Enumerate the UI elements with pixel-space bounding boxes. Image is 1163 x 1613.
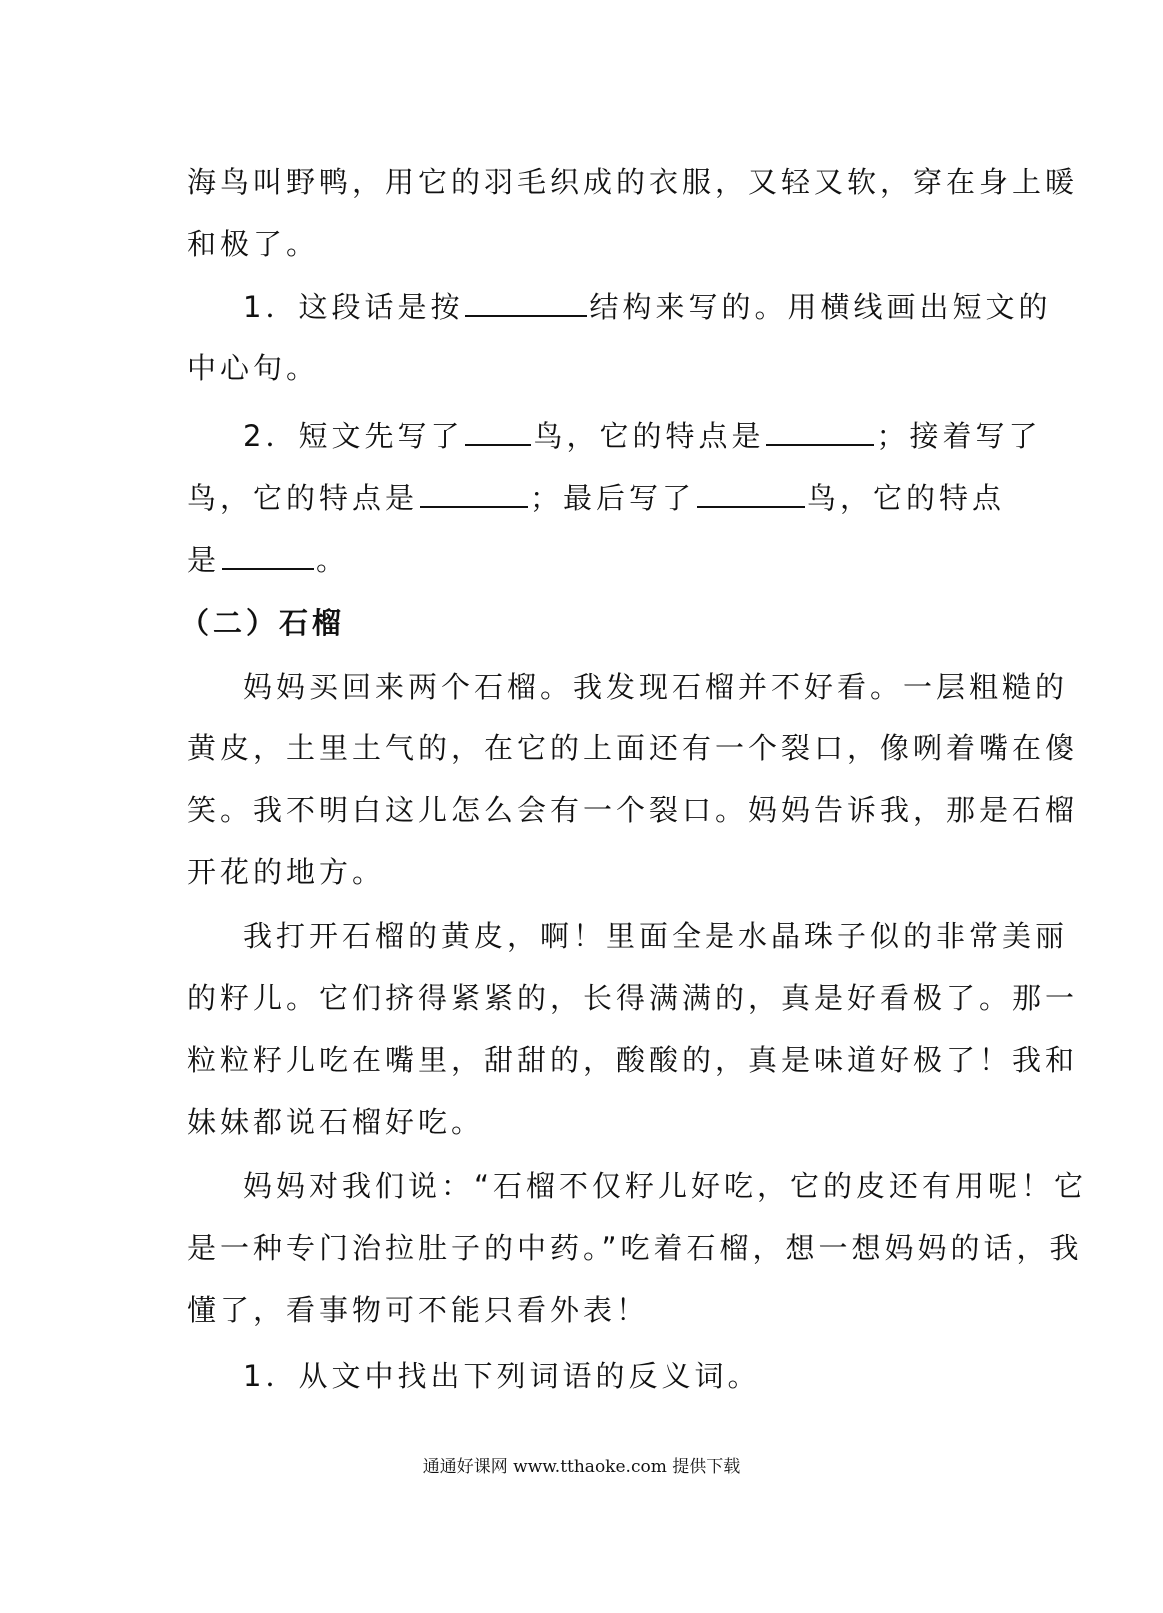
paragraph-line: 开花的地方。 xyxy=(187,855,386,889)
question-text: 这段话是按 xyxy=(298,290,464,324)
answer-blank[interactable] xyxy=(420,476,528,508)
paragraph-line: 我打开石榴的黄皮，啊！里面全是水晶珠子似的非常美丽 xyxy=(243,919,1069,953)
question-text: ；接着写了 xyxy=(876,419,1042,453)
question-text: 鸟，它的特点是 xyxy=(187,481,419,515)
question-text: 短文先写了 xyxy=(298,419,464,453)
question-number: 1． xyxy=(243,290,299,324)
section-heading: （二）石榴 xyxy=(180,606,346,640)
paragraph-line: 是一种专门治拉肚子的中药。”吃着石榴，想一想妈妈的话，我 xyxy=(187,1231,1083,1265)
question-text: 1．从文中找出下列词语的反义词。 xyxy=(243,1359,761,1393)
paragraph-line: 笑。我不明白这儿怎么会有一个裂口。妈妈告诉我，那是石榴 xyxy=(187,793,1079,827)
passage-line: 海鸟叫野鸭，用它的羽毛织成的衣服，又轻又软，穿在身上暖 xyxy=(187,165,1079,199)
answer-blank[interactable] xyxy=(465,285,587,317)
footer-text: 通通好课网 www.tthaoke.com 提供下载 xyxy=(422,1457,741,1477)
question-text: 。 xyxy=(316,543,350,577)
question-text: ；最后写了 xyxy=(530,481,696,515)
question-text: 鸟，它的特点是 xyxy=(533,419,765,453)
passage-line: 和极了。 xyxy=(187,227,320,261)
paragraph-line: 妹妹都说石榴好吃。 xyxy=(187,1105,485,1139)
question-1 xyxy=(243,285,1051,327)
question-2-line3 xyxy=(187,538,349,580)
question-2 xyxy=(243,414,1042,456)
answer-blank[interactable] xyxy=(697,476,805,508)
question-text: 是 xyxy=(187,543,221,577)
paragraph-line: 懂了，看事物可不能只看外表！ xyxy=(187,1293,650,1327)
question-text: 鸟，它的特点 xyxy=(807,481,1006,515)
paragraph-line: 的籽儿。它们挤得紧紧的，长得满满的，真是好看极了。那一 xyxy=(187,981,1079,1015)
answer-blank[interactable] xyxy=(222,538,314,570)
question-text: 中心句。 xyxy=(187,351,320,385)
answer-blank[interactable] xyxy=(465,414,531,446)
paragraph-line: 粒粒籽儿吃在嘴里，甜甜的，酸酸的，真是味道好极了！我和 xyxy=(187,1043,1079,1077)
paragraph-line: 妈妈对我们说：“石榴不仅籽儿好吃，它的皮还有用呢！它 xyxy=(243,1169,1088,1203)
question-text: 结构来写的。用横线画出短文的 xyxy=(589,290,1052,324)
question-number: 2． xyxy=(243,419,299,453)
paragraph-line: 黄皮，土里土气的，在它的上面还有一个裂口，像咧着嘴在傻 xyxy=(187,731,1079,765)
answer-blank[interactable] xyxy=(766,414,874,446)
question-2-line2 xyxy=(187,476,1005,518)
paragraph-line: 妈妈买回来两个石榴。我发现石榴并不好看。一层粗糙的 xyxy=(243,670,1069,704)
